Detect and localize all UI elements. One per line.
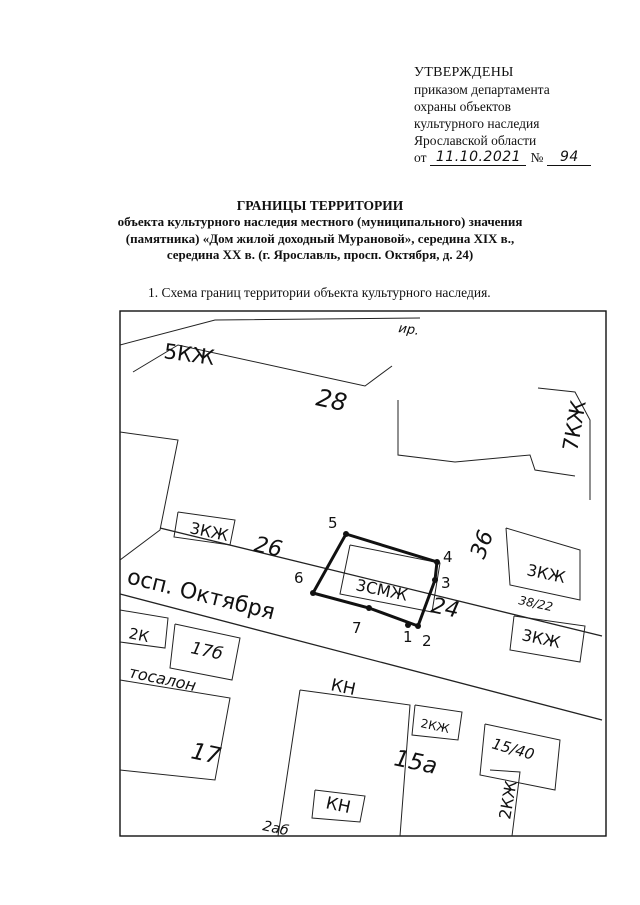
map-label-28: 28: [313, 383, 350, 418]
map-label-2kzh: 2КЖ: [419, 716, 451, 736]
map-label-avtosalon: тосалон: [127, 662, 198, 696]
point-label-2: 2: [422, 632, 432, 650]
approval-date: 11.10.2021: [430, 150, 526, 166]
boundary-point-6: [310, 590, 316, 596]
map-label-7kzh: 7КЖ: [558, 398, 591, 453]
document-subtitle: объекта культурного наследия местного (муниципального) значения (памятника) «Дом жилой доходный Мурановой», середина XIX в., середина XX в. (г. Ярославль, просп. Октября, д. 24): [117, 214, 523, 262]
boundary-point-5: [343, 531, 349, 537]
approval-number: 94: [547, 150, 591, 166]
approval-heading: УТВЕРЖДЕНЫ: [414, 65, 514, 80]
building-outline: [398, 400, 575, 476]
block-outline: [120, 432, 178, 560]
building-outline: [340, 545, 440, 612]
map-label-2kzh-south: 2КЖ: [495, 779, 521, 821]
map-label-3kzh-southeast: 3КЖ: [520, 625, 563, 652]
map-label-kn-south: КН: [323, 793, 353, 819]
point-label-4: 4: [443, 548, 453, 566]
map-label-17: 17: [188, 738, 223, 770]
scheme-caption: 1. Схема границ территории объекта культурного наследия.: [148, 285, 491, 300]
document-title: ГРАНИЦЫ ТЕРРИТОРИИ: [236, 198, 404, 213]
point-label-5: 5: [328, 514, 338, 532]
map-label-15a: 15а: [391, 745, 440, 780]
map-label-15-40: 15/40: [489, 734, 537, 764]
map-label-3smzh: 3СМЖ: [354, 575, 410, 605]
point-label-7: 7: [352, 619, 362, 637]
boundary-point-3: [432, 577, 438, 583]
point-label-1: 1: [403, 628, 413, 646]
street-name-label: осп. Октября: [124, 564, 278, 626]
map-label-38-22: 38/22: [517, 593, 555, 615]
map-label-5kzh: 5КЖ: [162, 339, 217, 371]
map-label-top-fragment: ир.: [397, 321, 421, 339]
map-label-26: 26: [251, 532, 285, 563]
boundary-point-2: [415, 623, 421, 629]
map-label-36: 36: [466, 527, 500, 563]
approval-line: Ярославской области: [414, 133, 537, 148]
map-label-kn: КН: [328, 675, 358, 701]
point-label-6: 6: [294, 569, 304, 587]
number-prefix: №: [530, 150, 544, 165]
approval-line: охраны объектов: [414, 99, 512, 114]
block-outline: [278, 690, 300, 836]
date-prefix: от: [414, 150, 427, 165]
map-label-2ab: 2аб: [261, 818, 291, 840]
map-label-3kzh-east: 3КЖ: [525, 560, 568, 587]
map-label-2k: 2К: [127, 624, 151, 647]
boundary-point-4: [434, 559, 440, 565]
map-label-17b: 17б: [188, 638, 225, 665]
approval-line: приказом департамента: [414, 82, 550, 97]
point-label-3: 3: [441, 574, 451, 592]
approval-line: культурного наследия: [414, 116, 540, 131]
map-label-24: 24: [428, 593, 462, 624]
map-label-3kzh: 3КЖ: [188, 518, 231, 545]
boundary-point-7: [366, 605, 372, 611]
